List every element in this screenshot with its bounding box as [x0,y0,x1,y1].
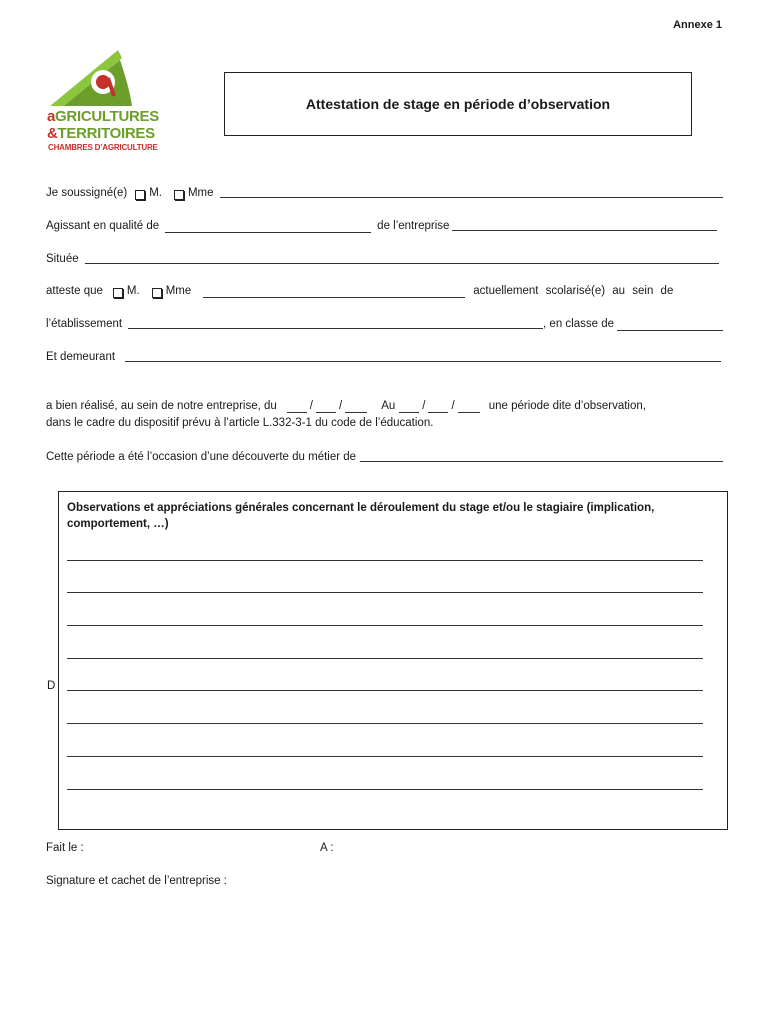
label-signature: Signature et cachet de l’entreprise : [46,875,227,887]
label-periode-line2: dans le cadre du dispositif prévu à l’article L.332-3-1 du code de l’éducation. [46,417,434,429]
annex-label: Annexe 1 [673,19,722,31]
checkbox-m[interactable] [135,190,145,200]
label-a: A : [320,842,334,854]
observation-line[interactable] [67,625,703,626]
field-au-mois[interactable] [428,401,448,413]
logo-text-a: a [47,108,56,125]
field-qualite[interactable] [165,221,371,233]
label-metier: Cette période a été l’occasion d’une découverte du métier de [46,451,357,463]
row-soussigne [46,186,723,200]
observation-line[interactable] [67,658,703,659]
logo-text-territoires: TERRITOIRES [57,125,155,142]
date-sep-3: / [422,400,426,412]
row-etablissement [46,317,723,331]
observations-title: Observations et appréciations générales concernant le déroulement du stage et/ou le stagiaire (implication, comportement, …) [67,502,655,530]
date-sep-1: / [309,400,313,412]
field-entreprise[interactable] [452,219,717,231]
observations-box [58,491,728,830]
field-situee[interactable] [85,252,719,264]
checkbox-mme-eleve[interactable] [152,288,162,298]
checkbox-m-eleve[interactable] [113,288,123,298]
field-au-jour[interactable] [399,401,419,413]
label-m-eleve: M. [126,285,140,297]
logo-text-chambres: CHAMBRES D’AGRICULTURE [48,143,158,152]
row-atteste [46,284,723,298]
observation-line[interactable] [67,690,703,691]
label-m: M. [149,187,162,199]
observation-line[interactable] [67,560,703,561]
row-situee [46,252,723,266]
stray-letter: D [47,680,56,692]
field-du-annee[interactable] [345,401,367,413]
logo-text-agricultures: GRICULTURES [55,108,159,125]
field-du-jour[interactable] [287,401,307,413]
chambres-agriculture-logo [44,48,172,158]
row-demeurant [46,350,723,364]
observation-line[interactable] [67,592,703,593]
logo-text-amp: & [47,125,58,142]
field-name[interactable] [220,186,723,198]
row-periode [46,399,723,413]
date-sep-2: / [339,400,343,412]
logo-emblem-icon [46,48,136,110]
row-agissant [46,219,723,233]
field-au-annee[interactable] [458,401,480,413]
document-title-text: Attestation de stage en période d’observation [305,96,611,112]
field-du-mois[interactable] [316,401,336,413]
date-sep-4: / [451,400,455,412]
field-demeurant[interactable] [125,350,721,362]
field-eleve-name[interactable] [203,286,465,298]
label-au: Au [381,400,396,412]
label-atteste-que: atteste que [46,285,103,297]
row-metier [46,450,723,464]
field-etablissement[interactable] [128,317,543,329]
observation-line[interactable] [67,789,703,790]
document-title [224,72,692,136]
label-entreprise: de l’entreprise [377,220,450,232]
observation-line[interactable] [67,756,703,757]
label-en-classe: , en classe de [543,318,614,330]
label-soussigne: Je soussigné(e) [46,187,128,199]
label-situee: Située [46,253,79,265]
label-actuellement: actuellement scolarisé(e) au sein de [473,285,674,297]
field-classe[interactable] [617,319,723,331]
label-periode-a: a bien réalisé, au sein de notre entreprise, du [46,400,277,412]
label-etablissement: l’établissement [46,318,123,330]
label-mme: Mme [187,187,214,199]
label-agissant: Agissant en qualité de [46,220,160,232]
label-fait-le: Fait le : [46,842,84,854]
checkbox-mme[interactable] [174,190,184,200]
observation-line[interactable] [67,723,703,724]
label-mme-eleve: Mme [165,285,192,297]
field-metier[interactable] [360,450,723,462]
label-demeurant: Et demeurant [46,351,116,363]
label-periode-b: une période dite d’observation, [488,400,646,412]
